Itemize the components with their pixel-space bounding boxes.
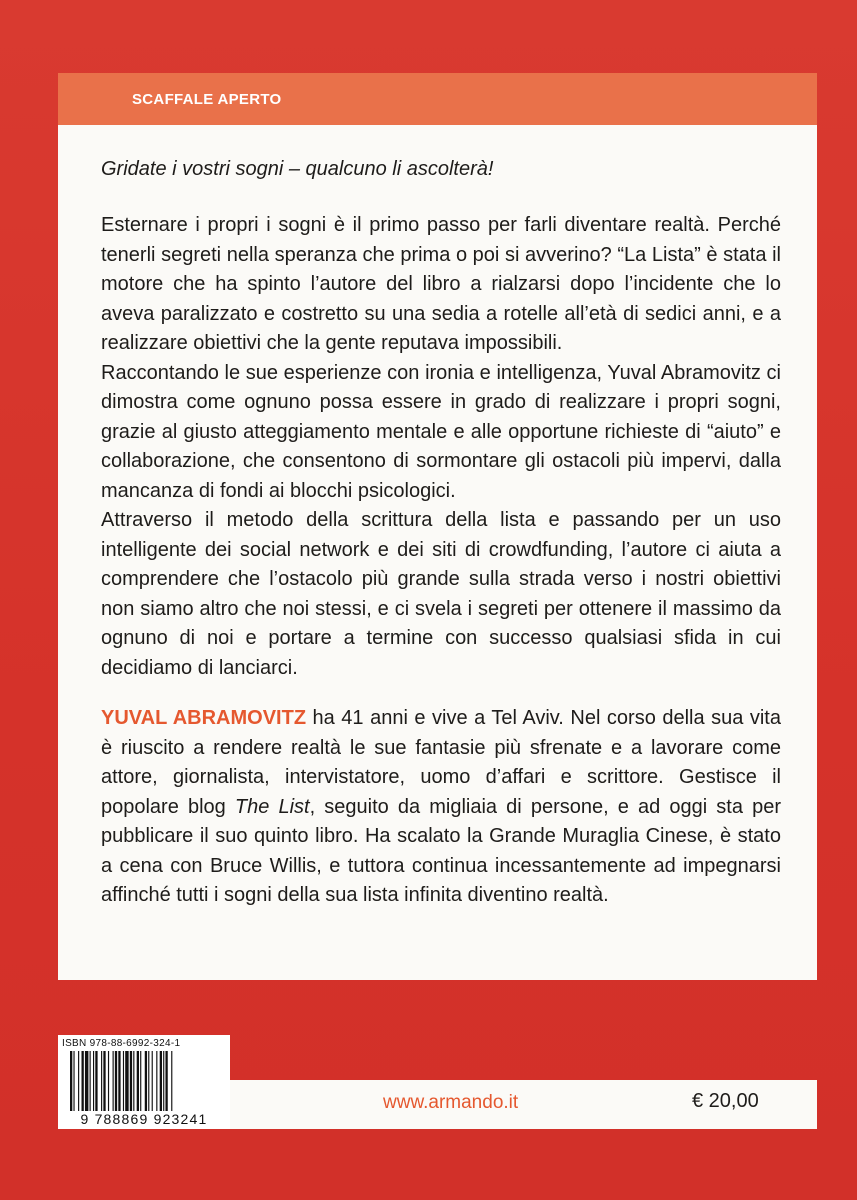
- author-bio: [101, 704, 781, 911]
- author-name: YUVAL ABRAMOVITZ: [101, 707, 307, 729]
- isbn-label: ISBN 978-88-6992-324-1: [62, 1038, 181, 1049]
- series-label: SCAFFALE APERTO: [132, 91, 282, 108]
- description-paragraph-1: Esternare i propri i sogni è il primo passo per farli diventare realtà. Perché tenerli segreti nella speranza che prima o poi si avverino? “La Lista” è stata il motore che ha spinto l’autore del libro a rialzarsi dopo l’incidente che lo aveva paralizzato e costretto su una sedia a rotelle all’età di sedici anni, e a realizzare obiettivi che la gente reputava impossibili.: [101, 214, 781, 354]
- price: € 20,00: [692, 1090, 759, 1112]
- bio-text-part-2: , seguito da migliaia di persone, e ad oggi sta per pubblicare il suo quinto libro. Ha scalato la Grande Muraglia Cinese, è stato a cena con Bruce Willis, e tuttora continua incessantemente ad impegnarsi affinché tutti i sogni della sua lista infinita diventino realtà.: [101, 795, 781, 906]
- publisher-website: www.armando.it: [383, 1092, 519, 1113]
- description-paragraph-3: Attraverso il metodo della scrittura della lista e passando per un uso intelligente dei social network e dei siti di crowdfunding, l’autore ci aiuta a comprendere che l’ostacolo più grande sulla strada verso i nostri obiettivi non siamo altro che noi stessi, e ci svela i segreti per ottenere il massimo da ognuno di noi e portare a termine con successo qualsiasi sfida in cui decidiamo di lanciarci.: [101, 509, 781, 679]
- barcode-bars-icon: [70, 1051, 220, 1111]
- blog-title: The List: [234, 795, 310, 818]
- series-tab: [58, 73, 817, 125]
- description-paragraph-2: Raccontando le sue esperienze con ironia e intelligenza, Yuval Abramovitz ci dimostra come ognuno possa essere in grado di realizzare i propri sogni, grazie al giusto atteggiamento mentale e alle opportune richieste di “aiuto” e collaborazione, che consentono di sormontare gli ostacoli più impervi, dalla mancanza di fondi ai blocchi psicologici.: [101, 361, 781, 502]
- barcode-digits: 9 788869 923241: [80, 1111, 208, 1127]
- description: [101, 211, 781, 683]
- barcode: [58, 1035, 230, 1129]
- tagline: Gridate i vostri sogni – qualcuno li ascolterà!: [101, 158, 494, 180]
- bio-text-part-1: ha 41 anni e vive a Tel Aviv. Nel corso della sua vita è riuscito a rendere realtà le sue fantasie più sfrenate e a lavorare come attore, giornalista, intervistatore, uomo d’affari e scrittore. Gestisce il popolare blog: [101, 707, 781, 818]
